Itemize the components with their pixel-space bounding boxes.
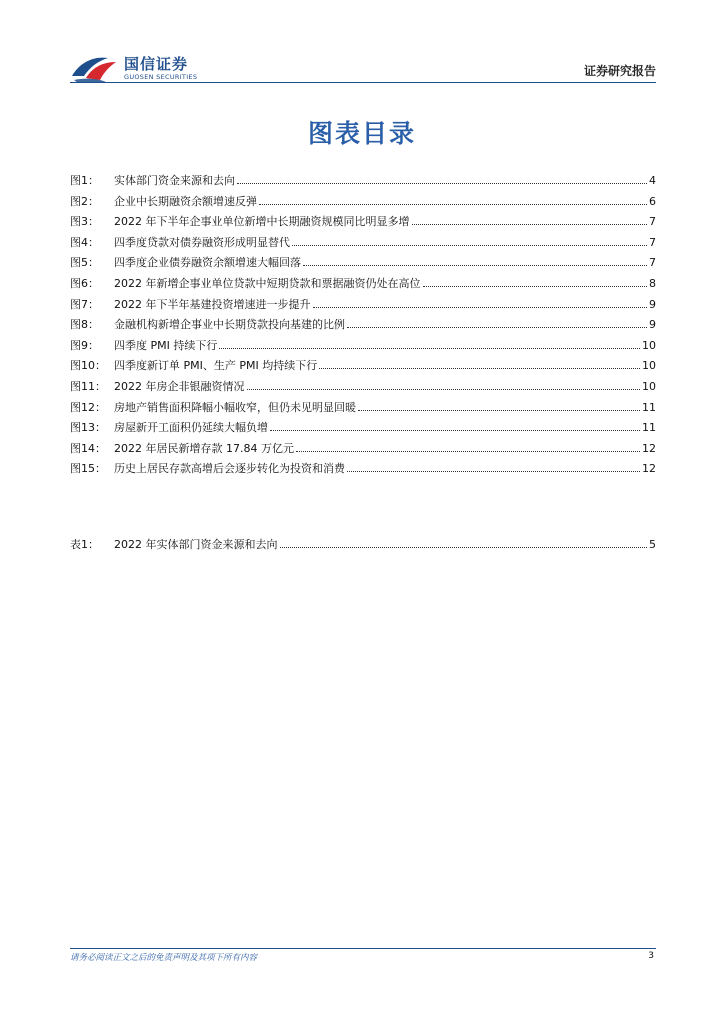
figure-toc-entry[interactable] bbox=[70, 233, 656, 254]
toc-entry-page: 12 bbox=[642, 441, 656, 455]
toc-entry-label: 图13： bbox=[70, 421, 106, 435]
toc-entry-label: 图6： bbox=[70, 276, 99, 290]
toc-entry-title: 房地产销售面积降幅小幅收窄，但仍未见明显回暖 bbox=[114, 400, 356, 414]
toc-entry-label: 图10： bbox=[70, 359, 106, 373]
toc-entry-page: 11 bbox=[642, 421, 656, 435]
disclaimer-note: 请务必阅读正文之后的免责声明及其项下所有内容 bbox=[70, 953, 258, 963]
brand-name-en: GUOSEN SECURITIES bbox=[124, 73, 198, 81]
toc-entry-label: 图15： bbox=[70, 462, 106, 476]
figure-toc-entry[interactable] bbox=[70, 418, 656, 439]
dot-leader bbox=[423, 285, 648, 287]
page-title: 图表目录 bbox=[307, 119, 416, 148]
dot-leader bbox=[237, 182, 647, 184]
toc-entry-page: 10 bbox=[642, 338, 656, 352]
toc-entry-page: 6 bbox=[649, 194, 656, 208]
toc-entry-label: 图5： bbox=[70, 256, 99, 270]
toc-entry-title: 2022 年居民新增存款 17.84 万亿元 bbox=[114, 441, 294, 455]
dot-leader bbox=[313, 306, 648, 308]
toc-entry-page: 10 bbox=[642, 379, 656, 393]
company-logo bbox=[70, 52, 210, 86]
toc-entry-page: 7 bbox=[649, 235, 656, 249]
toc-entry-page: 8 bbox=[649, 276, 656, 290]
toc-entry-page: 5 bbox=[649, 538, 656, 551]
table-toc-entry[interactable] bbox=[70, 535, 656, 556]
dot-leader bbox=[296, 450, 640, 452]
toc-entry-label: 图7： bbox=[70, 297, 99, 311]
dot-leader bbox=[280, 546, 648, 548]
toc-entry-label: 图2： bbox=[70, 194, 99, 208]
report-type: 证券研究报告 bbox=[583, 64, 656, 78]
header-divider bbox=[70, 82, 656, 83]
toc-entry-title: 2022 年下半年基建投资增速进一步提升 bbox=[114, 297, 311, 311]
dot-leader bbox=[412, 223, 648, 225]
toc-entry-title: 金融机构新增企事业中长期贷款投向基建的比例 bbox=[114, 318, 345, 332]
toc-entry-label: 图9： bbox=[70, 338, 99, 352]
figure-toc-entry[interactable] bbox=[70, 459, 656, 480]
toc-entry-page: 11 bbox=[642, 400, 656, 414]
toc-entry-title: 2022 年新增企事业单位贷款中短期贷款和票据融资仍处在高位 bbox=[114, 276, 421, 290]
toc-entry-title: 2022 年房企非银融资情况 bbox=[114, 379, 245, 393]
toc-entry-label: 图11： bbox=[70, 379, 106, 393]
toc-entry-page: 9 bbox=[649, 318, 656, 332]
toc-entry-title: 四季度新订单 PMI、生产 PMI 均持续下行 bbox=[114, 359, 318, 373]
toc-entry-page: 10 bbox=[642, 359, 656, 373]
toc-entry-page: 7 bbox=[649, 256, 656, 270]
dot-leader bbox=[270, 429, 640, 431]
dot-leader bbox=[292, 244, 647, 246]
dot-leader bbox=[347, 326, 647, 328]
dot-leader bbox=[347, 470, 640, 472]
figure-toc-entry[interactable] bbox=[70, 171, 656, 192]
toc-entry-title: 四季度贷款对债券融资形成明显替代 bbox=[114, 235, 290, 249]
figure-toc-entry[interactable] bbox=[70, 192, 656, 213]
page-number: 3 bbox=[648, 951, 654, 961]
toc-entry-label: 图4： bbox=[70, 235, 99, 249]
figure-toc-entry[interactable] bbox=[70, 212, 656, 233]
toc-entry-title: 2022 年实体部门资金来源和去向 bbox=[114, 538, 278, 551]
toc-entry-title: 历史上居民存款高增后会逐步转化为投资和消费 bbox=[114, 462, 345, 476]
figure-toc-entry[interactable] bbox=[70, 295, 656, 316]
toc-entry-page: 12 bbox=[642, 462, 656, 476]
dot-leader bbox=[358, 409, 640, 411]
footer-divider bbox=[70, 948, 656, 949]
toc-entry-title: 实体部门资金来源和去向 bbox=[114, 174, 235, 187]
dot-leader bbox=[219, 347, 640, 349]
figure-toc-entry[interactable] bbox=[70, 439, 656, 460]
figure-toc-entry[interactable] bbox=[70, 356, 656, 377]
figure-list bbox=[70, 171, 656, 480]
toc-entry-page: 9 bbox=[649, 297, 656, 311]
figure-toc-entry[interactable] bbox=[70, 274, 656, 295]
toc-entry-label: 图8： bbox=[70, 318, 99, 332]
dot-leader bbox=[259, 203, 647, 205]
figure-toc-entry[interactable] bbox=[70, 377, 656, 398]
toc-entry-label: 图12： bbox=[70, 400, 106, 414]
toc-entry-label: 图3： bbox=[70, 215, 99, 229]
toc-entry-title: 房屋新开工面积仍延续大幅负增 bbox=[114, 421, 268, 435]
table-list bbox=[70, 535, 656, 556]
figure-toc-entry[interactable] bbox=[70, 315, 656, 336]
toc-entry-page: 7 bbox=[649, 215, 656, 229]
toc-entry-title: 2022 年下半年企事业单位新增中长期融资规模同比明显多增 bbox=[114, 215, 410, 229]
page-header bbox=[0, 0, 724, 90]
dot-leader bbox=[319, 367, 640, 369]
guosen-logo-icon bbox=[70, 52, 120, 84]
dot-leader bbox=[247, 388, 641, 390]
toc-entry-page: 4 bbox=[649, 174, 656, 187]
figure-toc-entry[interactable] bbox=[70, 253, 656, 274]
toc-entry-title: 企业中长期融资余额增速反弹 bbox=[114, 194, 257, 208]
figure-toc-entry[interactable] bbox=[70, 398, 656, 419]
toc-entry-title: 四季度 PMI 持续下行 bbox=[114, 338, 218, 352]
dot-leader bbox=[303, 264, 647, 266]
brand-name-cn: 国信证券 bbox=[124, 55, 189, 73]
toc-entry-label: 图14： bbox=[70, 441, 106, 455]
toc-entry-label: 表1： bbox=[70, 538, 99, 551]
figure-toc-entry[interactable] bbox=[70, 336, 656, 357]
toc-entry-title: 四季度企业债券融资余额增速大幅回落 bbox=[114, 256, 301, 270]
toc-entry-label: 图1： bbox=[70, 174, 99, 187]
